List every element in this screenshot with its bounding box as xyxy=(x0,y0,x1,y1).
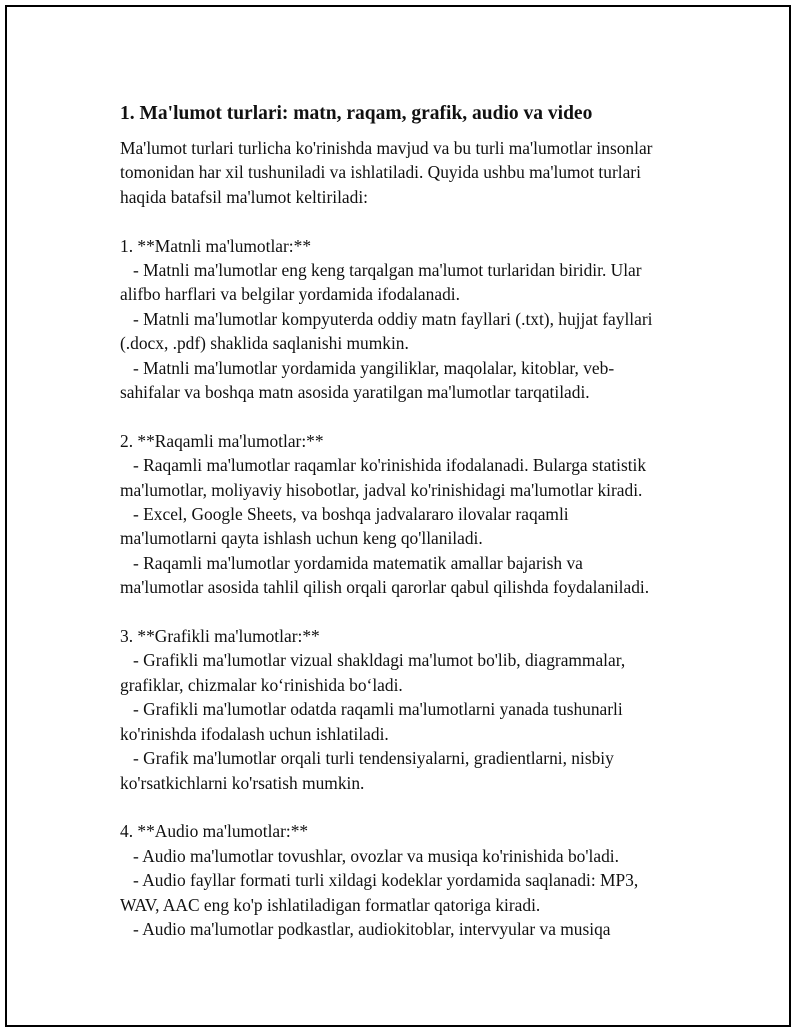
blank-line xyxy=(120,795,720,819)
text-line: ko'rinishda ifodalash uchun ishlatiladi. xyxy=(120,723,389,744)
text-line: - Raqamli ma'lumotlar raqamlar ko'rinishida ifodalanadi. Bularga statistik xyxy=(120,455,647,476)
blank-line xyxy=(120,404,720,428)
text-line: - Excel, Google Sheets, va boshqa jadvalararo ilovalar raqamli xyxy=(120,504,569,525)
section-heading-numeric: 2. **Raqamli ma'lumotlar:** xyxy=(120,430,324,451)
document-body xyxy=(120,100,720,941)
text-line: WAV, AAC eng ko'p ishlatiladigan formatlar qatoriga kiradi. xyxy=(120,894,541,915)
text-line: (.docx, .pdf) shaklida saqlanishi mumkin. xyxy=(120,333,409,354)
text-line: haqida batafsil ma'lumot keltiriladi: xyxy=(120,186,368,207)
text-line: - Audio fayllar formati turli xildagi kodeklar yordamida saqlanadi: MP3, xyxy=(120,870,639,891)
page-frame xyxy=(5,5,791,1027)
section-heading-text: 1. **Matnli ma'lumotlar:** xyxy=(120,235,312,256)
text-line: ma'lumotlar, moliyaviy hisobotlar, jadval ko'rinishidagi ma'lumotlar kiradi. xyxy=(120,479,643,500)
text-line: - Grafik ma'lumotlar orqali turli tendensiyalarni, gradientlarni, nisbiy xyxy=(120,748,614,769)
text-line: - Matnli ma'lumotlar yordamida yangiliklar, maqolalar, kitoblar, veb- xyxy=(120,357,615,378)
text-line: sahifalar va boshqa matn asosida yaratilgan ma'lumotlar tarqatiladi. xyxy=(120,382,590,403)
page-title: 1. Ma'lumot turlari: matn, raqam, grafik, audio va video xyxy=(120,103,593,124)
text-line: tomonidan har xil tushuniladi va ishlatiladi. Quyida ushbu ma'lumot turlari xyxy=(120,162,641,183)
text-line: - Matnli ma'lumotlar kompyuterda oddiy matn fayllari (.txt), hujjat fayllari xyxy=(120,308,653,329)
text-line: alifbo harflari va belgilar yordamida ifodalanadi. xyxy=(120,284,460,305)
text-line: ko'rsatkichlarni ko'rsatish mumkin. xyxy=(120,772,365,793)
text-line: - Audio ma'lumotlar podkastlar, audiokitoblar, intervyular va musiqa xyxy=(120,918,611,939)
text-line: - Matnli ma'lumotlar eng keng tarqalgan ma'lumot turlaridan biridir. Ular xyxy=(120,260,642,281)
text-line: - Audio ma'lumotlar tovushlar, ovozlar va musiqa ko'rinishida bo'ladi. xyxy=(120,845,619,866)
text-line: grafiklar, chizmalar ko‘rinishida bo‘ladi. xyxy=(120,674,403,695)
text-line: Ma'lumot turlari turlicha ko'rinishda mavjud va bu turli ma'lumotlar insonlar xyxy=(120,138,653,158)
text-line: ma'lumotlarni qayta ishlash uchun keng qo'llaniladi. xyxy=(120,528,483,549)
text-line: - Raqamli ma'lumotlar yordamida matematik amallar bajarish va xyxy=(120,552,583,573)
blank-line xyxy=(120,600,720,624)
section-heading-audio: 4. **Audio ma'lumotlar:** xyxy=(120,821,309,842)
text-line: - Grafikli ma'lumotlar vizual shakldagi ma'lumot bo'lib, diagrammalar, xyxy=(120,650,626,671)
blank-line xyxy=(120,209,720,233)
text-line: - Grafikli ma'lumotlar odatda raqamli ma'lumotlarni yanada tushunarli xyxy=(120,699,623,720)
section-heading-graphic: 3. **Grafikli ma'lumotlar:** xyxy=(120,626,320,647)
text-block xyxy=(120,136,720,941)
text-line: ma'lumotlar asosida tahlil qilish orqali qarorlar qabul qilishda foydalaniladi. xyxy=(120,577,650,598)
